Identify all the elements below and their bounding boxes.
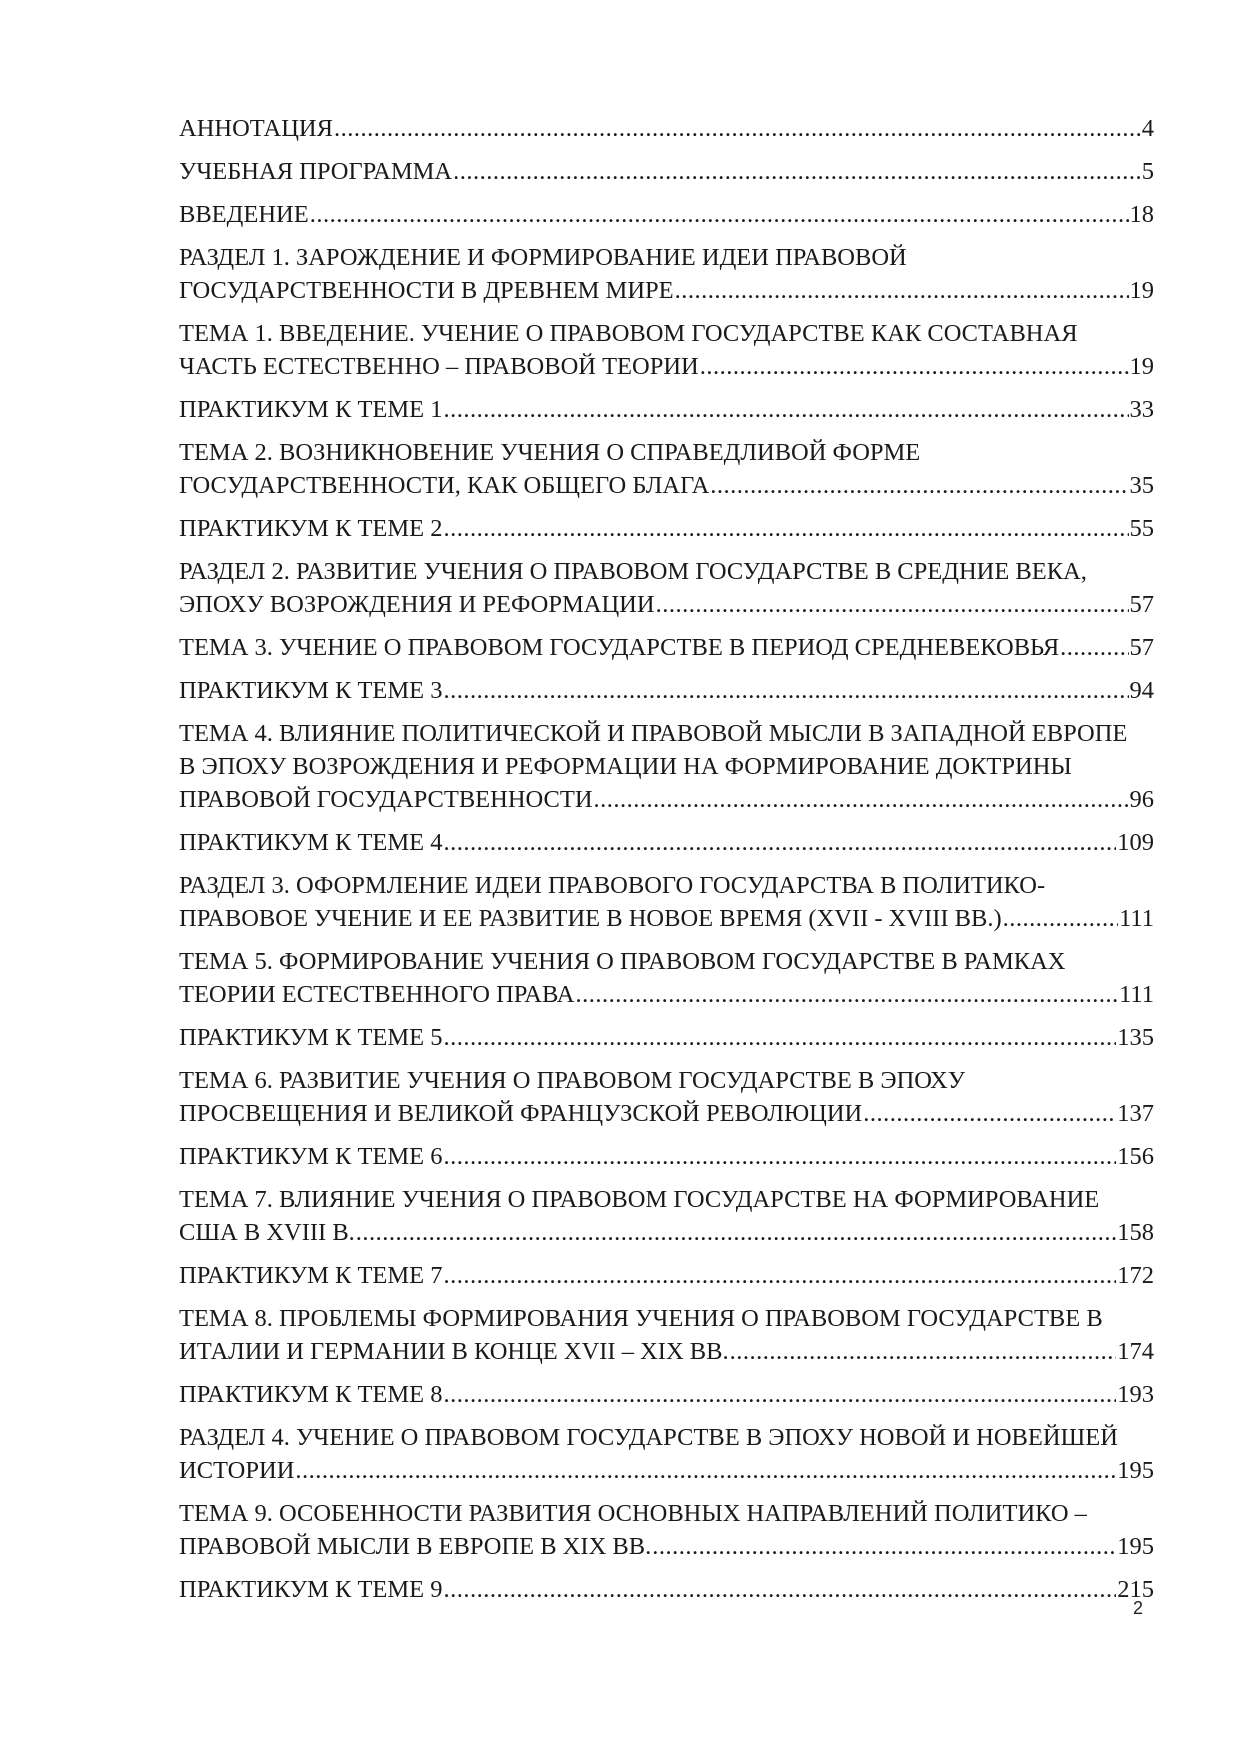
toc-entry-page: 195 bbox=[1117, 1457, 1154, 1484]
toc-entry[interactable] bbox=[179, 1421, 1154, 1487]
toc-entry-title: ПРАКТИКУМ К ТЕМЕ 7 bbox=[179, 1262, 443, 1289]
toc-entry-title: ВВЕДЕНИЕ bbox=[179, 201, 309, 228]
toc-entry-page: 57 bbox=[1129, 591, 1154, 618]
toc-entry-title: ГОСУДАРСТВЕННОСТИ, КАК ОБЩЕГО БЛАГА bbox=[179, 472, 710, 499]
toc-entry-title: ПРАКТИКУМ К ТЕМЕ 1 bbox=[179, 396, 443, 423]
toc-entry-page: 33 bbox=[1129, 396, 1154, 423]
toc-entry-title: ТЕМА 2. ВОЗНИКНОВЕНИЕ УЧЕНИЯ О СПРАВЕДЛИВОЙ ФОРМЕ bbox=[179, 439, 921, 466]
toc-entry-page: 137 bbox=[1117, 1100, 1154, 1127]
toc-entry-title: ТЕМА 6. РАЗВИТИЕ УЧЕНИЯ О ПРАВОВОМ ГОСУДАРСТВЕ В ЭПОХУ bbox=[179, 1067, 966, 1094]
toc-entry-page: 5 bbox=[1141, 158, 1154, 185]
page-number: 2 bbox=[1133, 1598, 1144, 1618]
toc-entry[interactable] bbox=[179, 317, 1154, 383]
toc-entry-title: ТЕОРИИ ЕСТЕСТВЕННОГО ПРАВА bbox=[179, 981, 575, 1008]
toc-entry[interactable] bbox=[179, 1302, 1154, 1368]
toc-line bbox=[179, 350, 1154, 383]
toc-entry[interactable] bbox=[179, 155, 1154, 188]
toc-entry-page: 111 bbox=[1119, 905, 1154, 932]
toc-line bbox=[179, 1259, 1154, 1292]
toc-entry-page: 55 bbox=[1129, 515, 1154, 542]
toc-entry-page: 193 bbox=[1117, 1381, 1154, 1408]
toc-entry[interactable] bbox=[179, 1021, 1154, 1054]
toc-entry[interactable] bbox=[179, 869, 1154, 935]
dot-leader bbox=[675, 274, 1129, 307]
toc-line bbox=[179, 1421, 1154, 1454]
toc-line bbox=[179, 869, 1154, 902]
toc-line bbox=[179, 783, 1154, 816]
toc-entry-page: 57 bbox=[1129, 634, 1154, 661]
toc-entry[interactable] bbox=[179, 1378, 1154, 1411]
toc-line bbox=[179, 274, 1154, 307]
dot-leader bbox=[334, 112, 1141, 145]
toc-line bbox=[179, 588, 1154, 621]
toc-line bbox=[179, 1378, 1154, 1411]
toc-line bbox=[179, 512, 1154, 545]
toc-entry-title: ПРАВОВОЕ УЧЕНИЕ И ЕЕ РАЗВИТИЕ В НОВОЕ ВРЕМЯ (XVII - XVIII ВВ.) bbox=[179, 905, 1002, 932]
toc-line bbox=[179, 826, 1154, 859]
toc-entry-title: ПРОСВЕЩЕНИЯ И ВЕЛИКОЙ ФРАНЦУЗСКОЙ РЕВОЛЮЦИИ bbox=[179, 1100, 863, 1127]
dot-leader bbox=[444, 1140, 1117, 1173]
dot-leader bbox=[594, 783, 1129, 816]
dot-leader bbox=[863, 1097, 1116, 1130]
toc-line bbox=[179, 155, 1154, 188]
toc-line bbox=[179, 1216, 1154, 1249]
toc-entry-title: ПРАКТИКУМ К ТЕМЕ 4 bbox=[179, 829, 443, 856]
toc-entry-title: РАЗДЕЛ 3. ОФОРМЛЕНИЕ ИДЕИ ПРАВОВОГО ГОСУДАРСТВА В ПОЛИТИКО- bbox=[179, 872, 1046, 899]
toc-line bbox=[179, 1335, 1154, 1368]
toc-entry-page: 111 bbox=[1119, 981, 1154, 1008]
toc-entry-title: УЧЕБНАЯ ПРОГРАММА bbox=[179, 158, 453, 185]
toc-line bbox=[179, 1497, 1154, 1530]
toc-entry-title: ТЕМА 5. ФОРМИРОВАНИЕ УЧЕНИЯ О ПРАВОВОМ ГОСУДАРСТВЕ В РАМКАХ bbox=[179, 948, 1066, 975]
toc-line bbox=[179, 978, 1154, 1011]
dot-leader bbox=[453, 155, 1141, 188]
toc-line bbox=[179, 1097, 1154, 1130]
toc-entry[interactable] bbox=[179, 555, 1154, 621]
dot-leader bbox=[444, 1573, 1117, 1606]
toc-entry[interactable] bbox=[179, 717, 1154, 816]
dot-leader bbox=[444, 393, 1129, 426]
toc-entry-page: 195 bbox=[1117, 1533, 1154, 1560]
toc-entry[interactable] bbox=[179, 1183, 1154, 1249]
toc-entry-title: ТЕМА 7. ВЛИЯНИЕ УЧЕНИЯ О ПРАВОВОМ ГОСУДАРСТВЕ НА ФОРМИРОВАНИЕ bbox=[179, 1186, 1100, 1213]
toc-entry[interactable] bbox=[179, 826, 1154, 859]
dot-leader bbox=[444, 674, 1129, 707]
toc-line bbox=[179, 1530, 1154, 1563]
toc-entry[interactable] bbox=[179, 393, 1154, 426]
toc-entry-page: 18 bbox=[1129, 201, 1154, 228]
toc-entry-title: ИТАЛИИ И ГЕРМАНИИ В КОНЦЕ XVII – XIX ВВ. bbox=[179, 1338, 729, 1365]
toc-entry[interactable] bbox=[179, 674, 1154, 707]
toc-line bbox=[179, 1573, 1154, 1606]
toc-line bbox=[179, 631, 1154, 664]
toc-entry[interactable] bbox=[179, 1573, 1154, 1606]
toc-entry-title: РАЗДЕЛ 4. УЧЕНИЕ О ПРАВОВОМ ГОСУДАРСТВЕ В ЭПОХУ НОВОЙ И НОВЕЙШЕЙ bbox=[179, 1424, 1118, 1451]
toc-entry-page: 109 bbox=[1117, 829, 1154, 856]
toc-entry[interactable] bbox=[179, 1497, 1154, 1563]
toc-entry-title: ПРАВОВОЙ МЫСЛИ В ЕВРОПЕ В XIX ВВ. bbox=[179, 1533, 652, 1560]
toc-line bbox=[179, 1454, 1154, 1487]
toc-entry-page: 96 bbox=[1129, 786, 1154, 813]
toc-line bbox=[179, 555, 1154, 588]
toc-line bbox=[179, 1183, 1154, 1216]
toc-entry-title: ИСТОРИИ bbox=[179, 1457, 295, 1484]
toc-line bbox=[179, 1064, 1154, 1097]
toc-entry-title: ТЕМА 3. УЧЕНИЕ О ПРАВОВОМ ГОСУДАРСТВЕ В ПЕРИОД СРЕДНЕВЕКОВЬЯ bbox=[179, 634, 1060, 661]
toc-entry[interactable] bbox=[179, 436, 1154, 502]
table-of-contents bbox=[179, 112, 1154, 1616]
toc-entry-title: ЭПОХУ ВОЗРОЖДЕНИЯ И РЕФОРМАЦИИ bbox=[179, 591, 655, 618]
toc-line bbox=[179, 112, 1154, 145]
toc-entry-title: ПРАКТИКУМ К ТЕМЕ 3 bbox=[179, 677, 443, 704]
toc-entry-title: ПРАВОВОЙ ГОСУДАРСТВЕННОСТИ bbox=[179, 786, 593, 813]
toc-entry-page: 94 bbox=[1129, 677, 1154, 704]
toc-entry-page: 135 bbox=[1117, 1024, 1154, 1051]
toc-entry-title: РАЗДЕЛ 2. РАЗВИТИЕ УЧЕНИЯ О ПРАВОВОМ ГОСУДАРСТВЕ В СРЕДНИЕ ВЕКА, bbox=[179, 558, 1087, 585]
dot-leader bbox=[444, 1021, 1117, 1054]
toc-entry[interactable] bbox=[179, 1259, 1154, 1292]
dot-leader bbox=[444, 512, 1129, 545]
toc-entry[interactable] bbox=[179, 1140, 1154, 1173]
dot-leader bbox=[356, 1216, 1116, 1249]
toc-entry-page: 35 bbox=[1129, 472, 1154, 499]
dot-leader bbox=[444, 1259, 1117, 1292]
toc-line bbox=[179, 1021, 1154, 1054]
toc-entry-title: ТЕМА 4. ВЛИЯНИЕ ПОЛИТИЧЕСКОЙ И ПРАВОВОЙ МЫСЛИ В ЗАПАДНОЙ ЕВРОПЕ bbox=[179, 720, 1128, 747]
dot-leader bbox=[1003, 902, 1118, 935]
dot-leader bbox=[575, 978, 1118, 1011]
toc-line bbox=[179, 198, 1154, 231]
toc-entry-title: ТЕМА 8. ПРОБЛЕМЫ ФОРМИРОВАНИЯ УЧЕНИЯ О ПРАВОВОМ ГОСУДАРСТВЕ В bbox=[179, 1305, 1103, 1332]
toc-entry[interactable] bbox=[179, 631, 1154, 664]
toc-line bbox=[179, 436, 1154, 469]
dot-leader bbox=[700, 350, 1129, 383]
toc-entry-page: 172 bbox=[1117, 1262, 1154, 1289]
dot-leader bbox=[444, 826, 1117, 859]
toc-line bbox=[179, 945, 1154, 978]
toc-line bbox=[179, 241, 1154, 274]
toc-line bbox=[179, 674, 1154, 707]
toc-entry-title: ТЕМА 1. ВВЕДЕНИЕ. УЧЕНИЕ О ПРАВОВОМ ГОСУДАРСТВЕ КАК СОСТАВНАЯ bbox=[179, 320, 1078, 347]
dot-leader bbox=[656, 588, 1129, 621]
toc-entry[interactable] bbox=[179, 198, 1154, 231]
toc-entry-title: ГОСУДАРСТВЕННОСТИ В ДРЕВНЕМ МИРЕ bbox=[179, 277, 674, 304]
toc-entry-title: ПРАКТИКУМ К ТЕМЕ 2 bbox=[179, 515, 443, 542]
toc-line bbox=[179, 469, 1154, 502]
toc-entry-title: ЧАСТЬ ЕСТЕСТВЕННО – ПРАВОВОЙ ТЕОРИИ bbox=[179, 353, 699, 380]
toc-line bbox=[179, 717, 1154, 750]
toc-entry-title: США В XVIII В. bbox=[179, 1219, 355, 1246]
toc-entry-title: ПРАКТИКУМ К ТЕМЕ 6 bbox=[179, 1143, 443, 1170]
toc-line bbox=[179, 1302, 1154, 1335]
toc-entry-page: 174 bbox=[1117, 1338, 1154, 1365]
toc-line bbox=[179, 750, 1154, 783]
dot-leader bbox=[710, 469, 1128, 502]
toc-entry-title: ПРАКТИКУМ К ТЕМЕ 9 bbox=[179, 1576, 443, 1603]
toc-entry[interactable] bbox=[179, 241, 1154, 307]
toc-entry[interactable] bbox=[179, 112, 1154, 145]
toc-entry-title: ТЕМА 9. ОСОБЕННОСТИ РАЗВИТИЯ ОСНОВНЫХ НАПРАВЛЕНИЙ ПОЛИТИКО – bbox=[179, 1500, 1087, 1527]
toc-entry-title: В ЭПОХУ ВОЗРОЖДЕНИЯ И РЕФОРМАЦИИ НА ФОРМИРОВАНИЕ ДОКТРИНЫ bbox=[179, 753, 1072, 780]
toc-line bbox=[179, 317, 1154, 350]
toc-entry-title: ПРАКТИКУМ К ТЕМЕ 5 bbox=[179, 1024, 443, 1051]
toc-entry-title: РАЗДЕЛ 1. ЗАРОЖДЕНИЕ И ФОРМИРОВАНИЕ ИДЕИ ПРАВОВОЙ bbox=[179, 244, 907, 271]
dot-leader bbox=[295, 1454, 1116, 1487]
dot-leader bbox=[1060, 631, 1128, 664]
toc-entry-title: ПРАКТИКУМ К ТЕМЕ 8 bbox=[179, 1381, 443, 1408]
toc-entry[interactable] bbox=[179, 1064, 1154, 1130]
dot-leader bbox=[652, 1530, 1116, 1563]
dot-leader bbox=[444, 1378, 1117, 1411]
toc-line bbox=[179, 393, 1154, 426]
toc-entry-page: 19 bbox=[1129, 277, 1154, 304]
toc-entry[interactable] bbox=[179, 512, 1154, 545]
toc-entry-page: 156 bbox=[1117, 1143, 1154, 1170]
toc-line bbox=[179, 1140, 1154, 1173]
toc-entry-page: 4 bbox=[1141, 115, 1154, 142]
toc-entry-page: 158 bbox=[1117, 1219, 1154, 1246]
toc-entry[interactable] bbox=[179, 945, 1154, 1011]
toc-line bbox=[179, 902, 1154, 935]
toc-entry-page: 19 bbox=[1129, 353, 1154, 380]
toc-entry-title: АННОТАЦИЯ bbox=[179, 115, 333, 142]
dot-leader bbox=[310, 198, 1129, 231]
toc-entry-page: 215 bbox=[1117, 1576, 1154, 1603]
dot-leader bbox=[730, 1335, 1117, 1368]
